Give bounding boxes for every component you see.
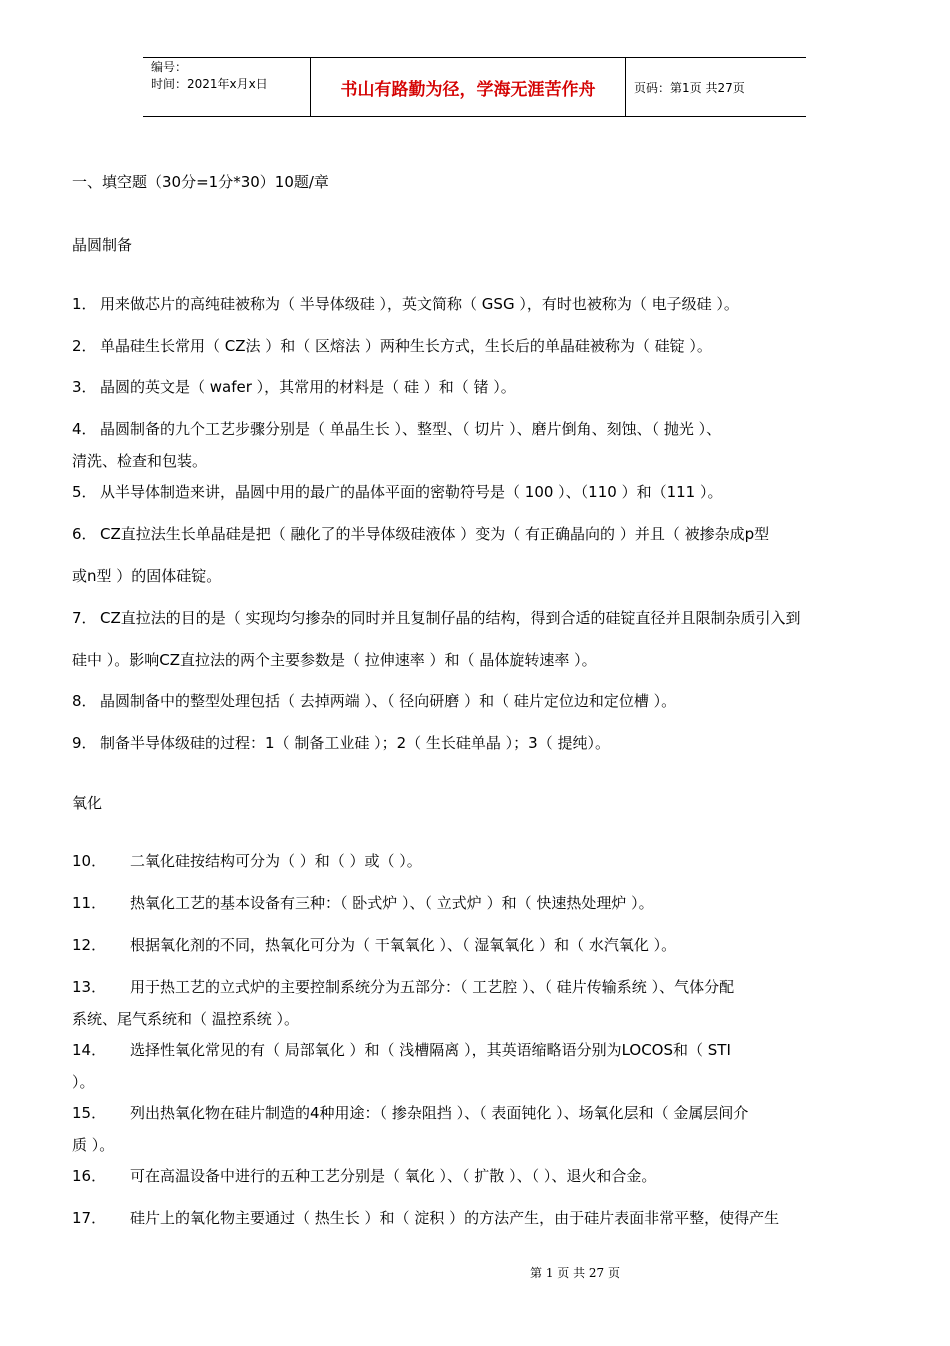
question-text: 从半导体制造来讲，晶圆中用的最广的晶体平面的密勒符号是（ 100 ）、（110 ）和（111 ）。 bbox=[100, 483, 723, 501]
question-text: 用来做芯片的高纯硅被称为（ 半导体级硅 ），英文简称（ GSG ），有时也被称为（ 电子级硅 ）。 bbox=[100, 295, 739, 313]
question-text: CZ直拉法的目的是（ 实现均匀掺杂的同时并且复制仔晶的结构，得到合适的硅锭直径并且限制杂质引入到 bbox=[100, 609, 801, 627]
document-header bbox=[143, 57, 806, 117]
question-number: 6． bbox=[72, 525, 97, 543]
question-continuation: 清洗、检查和包装。 bbox=[72, 452, 208, 470]
question-line bbox=[72, 294, 739, 314]
number-label: 编号： bbox=[151, 60, 188, 74]
question-line bbox=[72, 419, 721, 439]
question-line bbox=[72, 977, 734, 997]
question-text: 可在高温设备中进行的五种工艺分别是（ 氧化 ）、（ 扩散 ）、（ ）、退火和合金。 bbox=[130, 1167, 657, 1185]
question-line bbox=[72, 524, 769, 544]
question-line bbox=[72, 482, 722, 502]
time-label: 时间：2021年x月x日 bbox=[151, 77, 268, 91]
question-text: 晶圆的英文是（ wafer ），其常用的材料是（ 硅 ）和（ 锗 ）。 bbox=[100, 378, 516, 396]
question-number: 4． bbox=[72, 420, 97, 438]
question-line bbox=[72, 1208, 779, 1228]
page-footer bbox=[0, 1264, 950, 1281]
question-line bbox=[72, 733, 610, 753]
question-number: 2． bbox=[72, 337, 97, 355]
question-number: 1． bbox=[72, 295, 97, 313]
question-continuation: 质 ）。 bbox=[72, 1136, 115, 1154]
question-number: 14． bbox=[72, 1041, 107, 1059]
question-text: 晶圆制备的九个工艺步骤分别是（ 单晶生长 ）、整型、（ 切片 ）、磨片倒角、刻蚀、（ 抛光 ）、 bbox=[100, 420, 722, 438]
question-number: 13． bbox=[72, 978, 107, 996]
question-continuation: ）。 bbox=[72, 1073, 95, 1091]
question-line bbox=[72, 935, 676, 955]
question-text: 晶圆制备中的整型处理包括（ 去掉两端 ）、（ 径向研磨 ）和（ 硅片定位边和定位槽 ）。 bbox=[100, 692, 677, 710]
question-line bbox=[72, 851, 422, 871]
question-continuation: 硅中 ）。影响CZ直拉法的两个主要参数是（ 拉伸速率 ）和（ 晶体旋转速率 ）。 bbox=[72, 651, 597, 669]
question-line bbox=[72, 336, 712, 356]
question-line bbox=[72, 1103, 748, 1123]
footer-page-number: 第 1 页 共 27 页 bbox=[530, 1266, 620, 1280]
question-continuation: 或n型 ）的固体硅锭。 bbox=[72, 567, 222, 585]
question-number: 17． bbox=[72, 1209, 107, 1227]
question-line bbox=[72, 1166, 656, 1186]
question-line bbox=[72, 893, 654, 913]
question-text: CZ直拉法生长单晶硅是把（ 融化了的半导体级硅液体 ）变为（ 有正确晶向的 ）并且（ 被掺杂成p型 bbox=[100, 525, 770, 543]
question-text: 硅片上的氧化物主要通过（ 热生长 ）和（ 淀积 ）的方法产生，由于硅片表面非常平整，使得产生 bbox=[130, 1209, 780, 1227]
chapter-title: 晶圆制备 bbox=[72, 236, 133, 254]
question-number: 16． bbox=[72, 1167, 107, 1185]
question-text: 热氧化工艺的基本设备有三种：（ 卧式炉 ）、（ 立式炉 ）和（ 快速热处理炉 ）。 bbox=[130, 894, 654, 912]
question-line bbox=[72, 377, 516, 397]
question-line bbox=[72, 608, 801, 628]
question-number: 7． bbox=[72, 609, 97, 627]
question-text: 单晶硅生长常用（ CZ法 ）和（ 区熔法 ）两种生长方式，生长后的单晶硅被称为（ 硅锭 ）。 bbox=[100, 337, 712, 355]
question-text: 二氧化硅按结构可分为（ ）和（ ）或（ ）。 bbox=[130, 852, 422, 870]
section-title: 一、填空题（30分=1分*30）10题/章 bbox=[72, 173, 329, 191]
question-text: 用于热工艺的立式炉的主要控制系统分为五部分：（ 工艺腔 ）、（ 硅片传输系统 ）、气体分配 bbox=[130, 978, 735, 996]
question-number: 15． bbox=[72, 1104, 107, 1122]
question-text: 列出热氧化物在硅片制造的4种用途：（ 掺杂阻挡 ）、（ 表面钝化 ）、场氧化层和（ 金属层间介 bbox=[130, 1104, 749, 1122]
question-number: 9． bbox=[72, 734, 97, 752]
question-number: 8． bbox=[72, 692, 97, 710]
question-number: 10． bbox=[72, 852, 107, 870]
question-line bbox=[72, 691, 676, 711]
question-text: 选择性氧化常见的有（ 局部氧化 ）和（ 浅槽隔离 ），其英语缩略语分别为LOCOS和（ STI bbox=[130, 1041, 731, 1059]
chapter-title: 氧化 bbox=[72, 794, 103, 812]
header-meta bbox=[143, 58, 311, 116]
question-number: 5． bbox=[72, 483, 97, 501]
question-continuation: 系统、尾气系统和（ 温控系统 ）。 bbox=[72, 1010, 300, 1028]
header-page-info: 页码：第1页 共27页 bbox=[634, 80, 745, 95]
question-text: 制备半导体级硅的过程：1（ 制备工业硅 ）；2（ 生长硅单晶 ）；3（ 提纯）。 bbox=[100, 734, 610, 752]
question-text: 根据氧化剂的不同，热氧化可分为（ 干氧氧化 ）、（ 湿氧氧化 ）和（ 水汽氧化 ）。 bbox=[130, 936, 677, 954]
header-motto: 书山有路勤为径，学海无涯苦作舟 bbox=[311, 58, 626, 116]
question-number: 11． bbox=[72, 894, 107, 912]
question-line bbox=[72, 1040, 731, 1060]
question-number: 12． bbox=[72, 936, 107, 954]
question-number: 3． bbox=[72, 378, 97, 396]
